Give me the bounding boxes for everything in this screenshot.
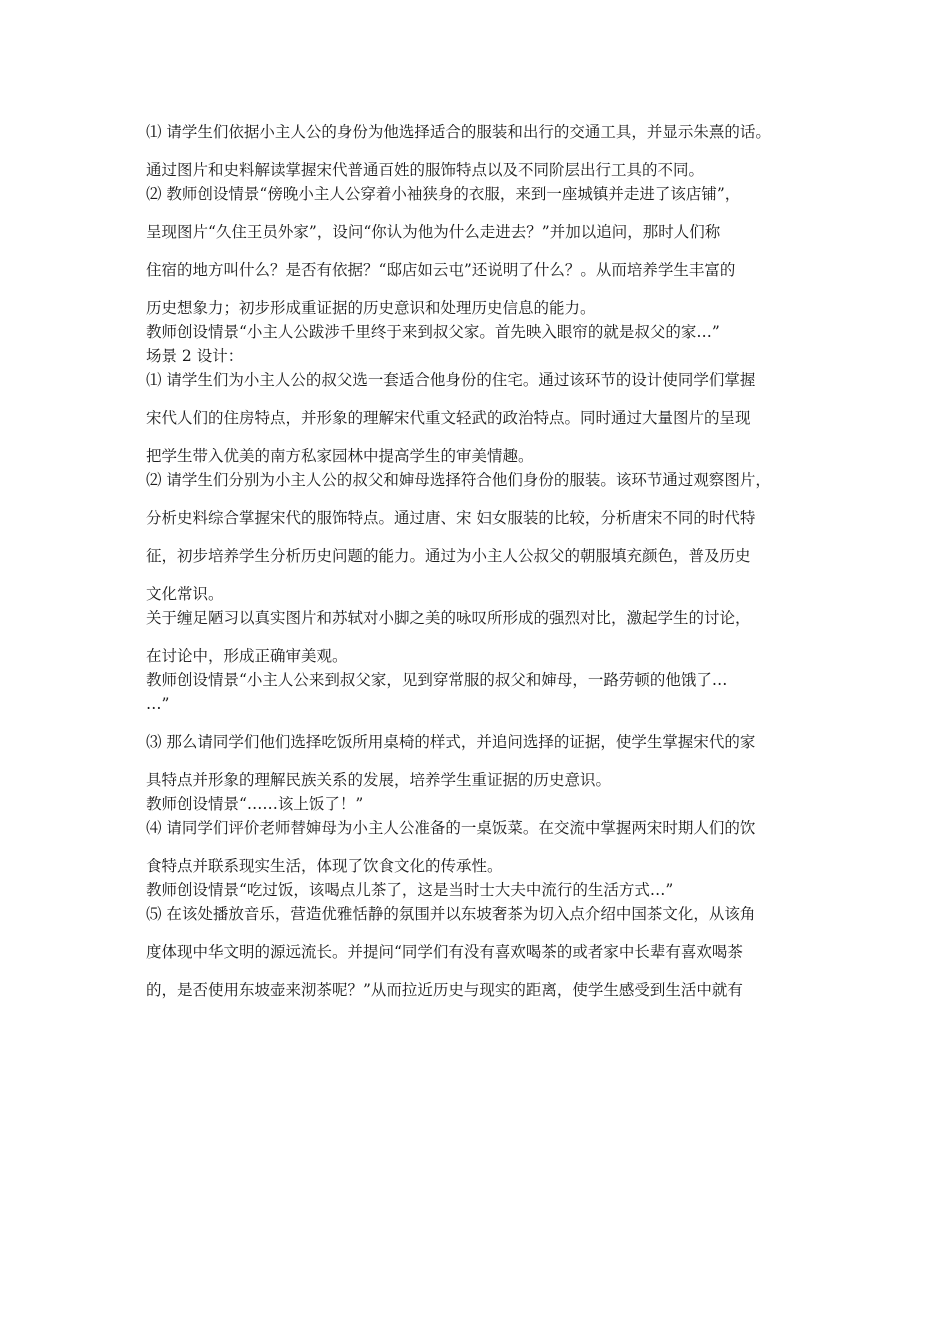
text-line: 把学生带入优美的南方私家园林中提高学生的审美情趣。	[146, 447, 534, 465]
text-line: 呈现图片“久住王员外家”，设问“你认为他为什么走进去？”并加以追问，那时人们称	[146, 223, 721, 241]
text-line: 历史想象力；初步形成重证据的历史意识和处理历史信息的能力。	[146, 299, 596, 317]
text-line: 度体现中华文明的源远流长。并提问“同学们有没有喜欢喝茶的或者家中长辈有喜欢喝茶	[146, 943, 743, 961]
text-line: ⑸ 在该处播放音乐，营造优雅恬静的氛围并以东坡奢茶为切入点介绍中国茶文化，从该角	[146, 905, 756, 923]
text-line: 通过图片和史料解读掌握宋代普通百姓的服饰特点以及不同阶层出行工具的不同。	[146, 161, 705, 179]
document-body	[146, 120, 826, 1002]
text-line: ⑵ 教师创设情景“傍晚小主人公穿着小袖狭身的衣服，来到一座城镇并走进了该店铺”，	[146, 185, 741, 203]
text-line: 宋代人们的住房特点，并形象的理解宋代重文轻武的政治特点。同时通过大量图片的呈现	[146, 409, 751, 427]
text-line: ⑷ 请同学们评价老师替婶母为小主人公准备的一桌饭菜。在交流中掌握两宋时期人们的饮	[146, 819, 756, 837]
text-line: …”	[146, 695, 170, 713]
text-line: 关于缠足陋习以真实图片和苏轼对小脚之美的咏叹所形成的强烈对比，激起学生的讨论，	[146, 609, 751, 627]
text-line: ⑵ 请学生们分别为小主人公的叔父和婶母选择符合他们身份的服装。该环节通过观察图片，	[146, 471, 771, 489]
text-line: ⑶ 那么请同学们他们选择吃饭所用桌椅的样式，并追问选择的证据，使学生掌握宋代的家	[146, 733, 756, 751]
text-line: 住宿的地方叫什么？是否有依据？“邸店如云屯”还说明了什么？。从而培养学生丰富的	[146, 261, 736, 279]
text-line: 教师创设情景“小主人公跋涉千里终于来到叔父家。首先映入眼帘的就是叔父的家…”	[146, 323, 720, 341]
text-line: 征，初步培养学生分析历史问题的能力。通过为小主人公叔父的朝服填充颜色，普及历史	[146, 547, 751, 565]
text-line: 食特点并联系现实生活，体现了饮食文化的传承性。	[146, 857, 503, 875]
text-line: 教师创设情景“吃过饭，该喝点儿茶了，这是当时士大夫中流行的生活方式…”	[146, 881, 674, 899]
text-line: ⑴ 请学生们为小主人公的叔父选一套适合他身份的住宅。通过该环节的设计使同学们掌握	[146, 371, 756, 389]
text-line: ⑴ 请学生们依据小主人公的身份为他选择适合的服装和出行的交通工具，并显示朱熹的话。	[146, 123, 771, 141]
text-line: 在讨论中，形成正确审美观。	[146, 647, 348, 665]
text-line: 的，是否使用东坡壶来沏茶呢？”从而拉近历史与现实的距离，使学生感受到生活中就有	[146, 981, 743, 999]
section-heading: 场景 2 设计：	[146, 347, 244, 365]
text-line: 分析史料综合掌握宋代的服饰特点。通过唐、宋 妇女服装的比较，分析唐宋不同的时代特	[146, 509, 756, 527]
text-line: 具特点并形象的理解民族关系的发展，培养学生重证据的历史意识。	[146, 771, 612, 789]
text-line: 教师创设情景“小主人公来到叔父家，见到穿常服的叔父和婶母，一路劳顿的他饿了…	[146, 671, 728, 689]
text-line: 教师创设情景“……该上饭了！”	[146, 795, 364, 813]
text-line: 文化常识。	[146, 585, 224, 603]
